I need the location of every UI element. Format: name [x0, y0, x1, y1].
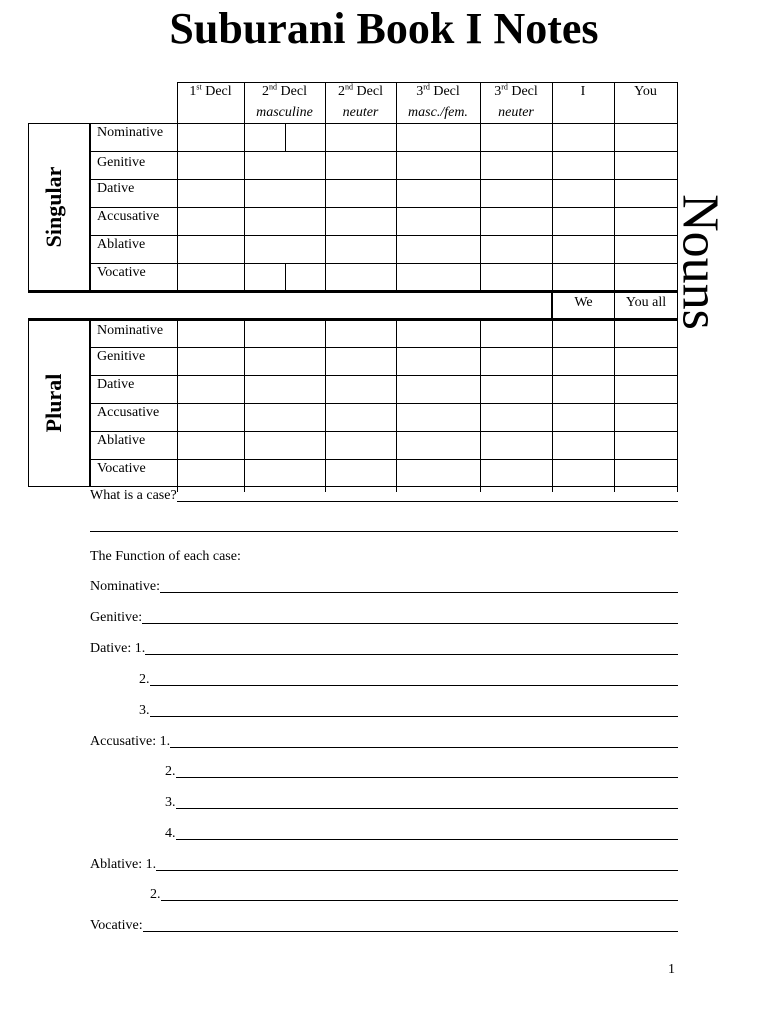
plural-case-label: Nominative — [97, 323, 164, 338]
pronoun-you-all-header: You all — [625, 295, 667, 310]
plural-case-label: Accusative — [97, 405, 160, 420]
table-rule — [89, 320, 91, 487]
column-header: 2nd Decl neuter — [338, 82, 383, 120]
answer-line[interactable] — [176, 839, 679, 840]
column-header: You — [634, 84, 657, 99]
answer-line[interactable] — [90, 531, 678, 532]
question-label: What is a case? — [90, 488, 177, 503]
table-rule — [285, 123, 286, 151]
column-header: 1st Decl — [189, 82, 232, 99]
answer-line[interactable] — [150, 685, 679, 686]
answer-line[interactable] — [150, 716, 679, 717]
question-label: 4. — [165, 826, 176, 841]
question-label: Vocative: — [90, 918, 143, 933]
table-rule — [89, 431, 678, 432]
table-rule — [28, 486, 678, 487]
table-rule — [285, 263, 286, 291]
plural-label: Plural — [41, 373, 66, 433]
question-label: Nominative: — [90, 579, 160, 594]
plural-case-label: Genitive — [97, 349, 146, 364]
table-rule — [89, 459, 678, 460]
column-header: I — [580, 84, 586, 99]
question-label: 2. — [165, 764, 176, 779]
answer-line[interactable] — [160, 592, 678, 593]
answer-line[interactable] — [176, 808, 679, 809]
table-rule — [89, 263, 678, 264]
table-rule — [89, 375, 678, 376]
answer-line[interactable] — [176, 777, 679, 778]
singular-case-label: Vocative — [97, 265, 146, 280]
table-rule — [89, 207, 678, 208]
question-label: 3. — [165, 795, 176, 810]
answer-line[interactable] — [142, 623, 678, 624]
question-label: 3. — [139, 703, 150, 718]
pronoun-we-header: We — [574, 295, 593, 310]
table-rule — [89, 347, 678, 348]
plural-case-label: Ablative — [97, 433, 146, 448]
plural-case-label: Dative — [97, 377, 135, 392]
question-label: Ablative: 1. — [90, 857, 157, 872]
question-label: Genitive: — [90, 610, 143, 625]
question-label: Dative: 1. — [90, 641, 146, 656]
singular-label: Singular — [41, 166, 66, 248]
table-rule — [89, 179, 678, 180]
answer-line[interactable] — [161, 900, 679, 901]
answer-line[interactable] — [143, 931, 678, 932]
singular-case-label: Dative — [97, 181, 135, 196]
page-number: 1 — [668, 962, 675, 977]
column-header: 2nd Decl masculine — [256, 82, 313, 120]
question-label: 2. — [139, 672, 150, 687]
answer-line[interactable] — [177, 501, 678, 502]
table-rule — [89, 403, 678, 404]
singular-case-label: Accusative — [97, 209, 160, 224]
table-rule — [28, 123, 678, 124]
table-rule — [28, 123, 29, 292]
table-rule — [89, 235, 678, 236]
answer-line[interactable] — [156, 870, 678, 871]
singular-case-label: Nominative — [97, 125, 164, 140]
answer-line[interactable] — [145, 654, 678, 655]
singular-case-label: Ablative — [97, 237, 146, 252]
column-header: 3rd Decl masc./fem. — [408, 82, 468, 120]
question-label: 2. — [150, 887, 161, 902]
nouns-side-label: Nouns — [671, 194, 729, 330]
table-rule — [28, 320, 29, 487]
question-label: The Function of each case: — [90, 549, 241, 564]
table-rule — [89, 123, 91, 292]
table-rule — [89, 151, 678, 152]
plural-case-label: Vocative — [97, 461, 146, 476]
section-divider — [28, 318, 678, 321]
singular-case-label: Genitive — [97, 155, 146, 170]
middle-band — [29, 293, 551, 318]
question-label: Accusative: 1. — [90, 734, 171, 749]
answer-line[interactable] — [170, 747, 678, 748]
page-title: Suburani Book I Notes — [169, 4, 599, 53]
column-header: 3rd Decl neuter — [494, 82, 538, 120]
